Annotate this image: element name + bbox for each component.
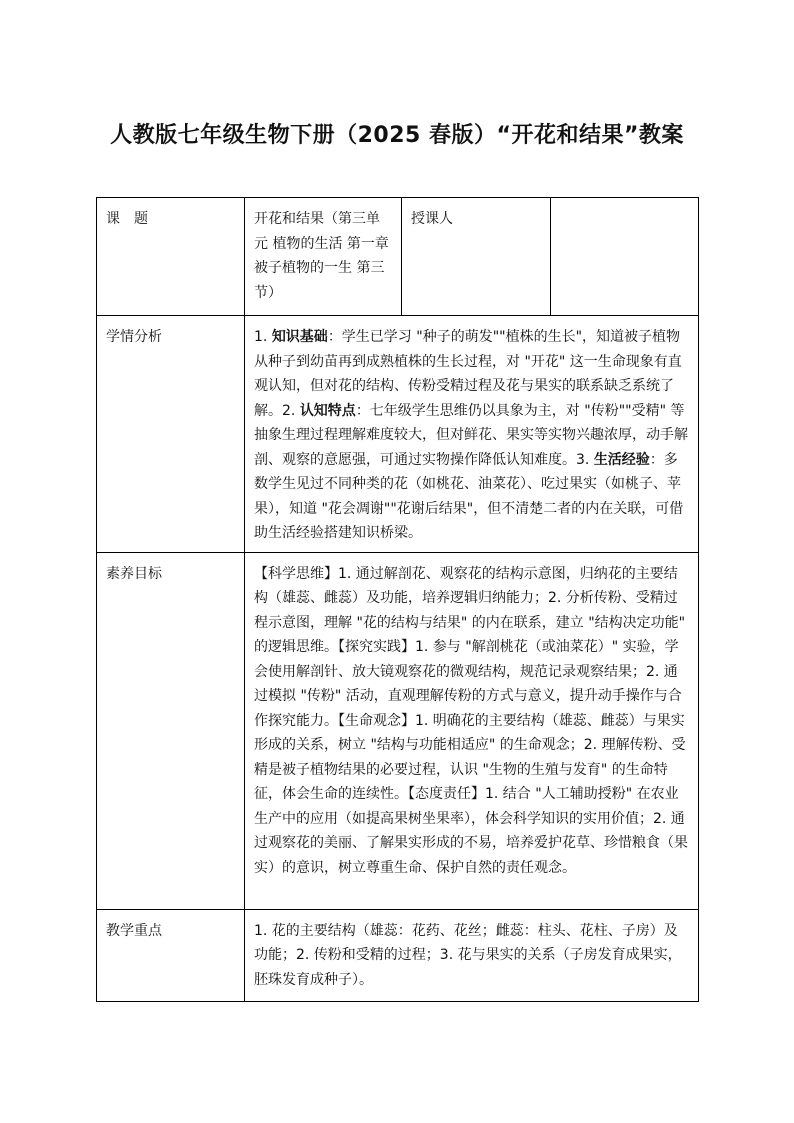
key-points-content: 1. 花的主要结构（雄蕊：花药、花丝；雌蕊：柱头、花柱、子房）及功能；2. 传粉和受精的过程；3. 花与果实的关系（子房发育成果实，胚珠发育成种子）。 bbox=[245, 909, 699, 1001]
analysis-p1-heading: 知识基础 bbox=[271, 329, 328, 345]
lesson-plan-table bbox=[96, 197, 699, 1002]
page-title: 人教版七年级生物下册（2025 春版）“开花和结果”教案 bbox=[110, 123, 684, 148]
analysis-p1-text: ：学生已学习 "种子的萌发""植株的生长"，知道被子植物从种子到幼苗再到成熟植株的生长过程，对 "开花" 这一生命现象有直观认知，但对花的结构、传粉受精过程及花与果实的联系缺乏系统了解。 bbox=[254, 329, 682, 419]
analysis-p2-num: 2. bbox=[282, 402, 300, 419]
topic-value: 开花和结果（第三单元 植物的生活 第一章 被子植物的一生 第三节） bbox=[245, 198, 402, 316]
analysis-p2-text: ：七年级学生思维仍以具象为主，对 "传粉""受精" 等抽象生理过程理解难度较大，但对鲜花、果实等实物兴趣浓厚，动手解剖、观察的意愿强，可通过实物操作降低认知难度。 bbox=[254, 402, 688, 468]
table-row-literacy-goals bbox=[97, 552, 699, 909]
analysis-p2-heading: 认知特点 bbox=[299, 402, 356, 419]
analysis-p3-text: ：多数学生见过不同种类的花（如桃花、油菜花）、吃过果实（如桃子、苹果），知道 "花会凋谢""花谢后结果"，但不清楚二者的内在关联，可借助生活经验搭建知识桥梁。 bbox=[254, 451, 684, 541]
table-row-key-points bbox=[97, 909, 699, 1001]
analysis-p3-num: 3. bbox=[576, 451, 594, 468]
table-row-topic bbox=[97, 198, 699, 316]
analysis-p3-heading: 生活经验 bbox=[593, 451, 650, 468]
key-points-label: 教学重点 bbox=[97, 909, 245, 1001]
literacy-goals-content: 【科学思维】1. 通过解剖花、观察花的结构示意图，归纳花的主要结构（雄蕊、雌蕊）及功能，培养逻辑归纳能力；2. 分析传粉、受精过程示意图，理解 "花的结构与结果" 的内在联系，建立 "结构决定功能" 的逻辑思维。【探究实践】1. 参与 "解剖桃花（或油菜花）" 实验，学会使用解剖针、放大镜观察花的微观结构，规范记录观察结果；2. 通过模拟 "传粉" 活动，直观理解传粉的方式与意义，提升动手操作与合作探究能力。【生命观念】1. 明确花的主要结构（雄蕊、雌蕊）与果实形成的关系，树立 "结构与功能相适应" 的生命观念；2. 理解传粉、受精是被子植物结果的必要过程，认识 "生物的生殖与发育" 的生命特征，体会生命的连续性。【态度责任】1. 结合 "人工辅助授粉" 在农业生产中的应用（如提高果树坐果率），体会科学知识的实用价值；2. 通过观察花的美丽、了解果实形成的不易，培养爱护花草、珍惜粮食（果实）的意识，树立尊重生命、保护自然的责任观念。 bbox=[245, 552, 699, 909]
student-analysis-label: 学情分析 bbox=[97, 316, 245, 553]
literacy-goals-label: 素养目标 bbox=[97, 552, 245, 909]
topic-label: 课 题 bbox=[97, 198, 245, 316]
student-analysis-content bbox=[245, 316, 699, 553]
analysis-p1-num: 1. bbox=[254, 329, 272, 345]
teacher-label: 授课人 bbox=[402, 198, 551, 316]
table-row-student-analysis bbox=[97, 316, 699, 553]
teacher-value bbox=[551, 198, 699, 316]
